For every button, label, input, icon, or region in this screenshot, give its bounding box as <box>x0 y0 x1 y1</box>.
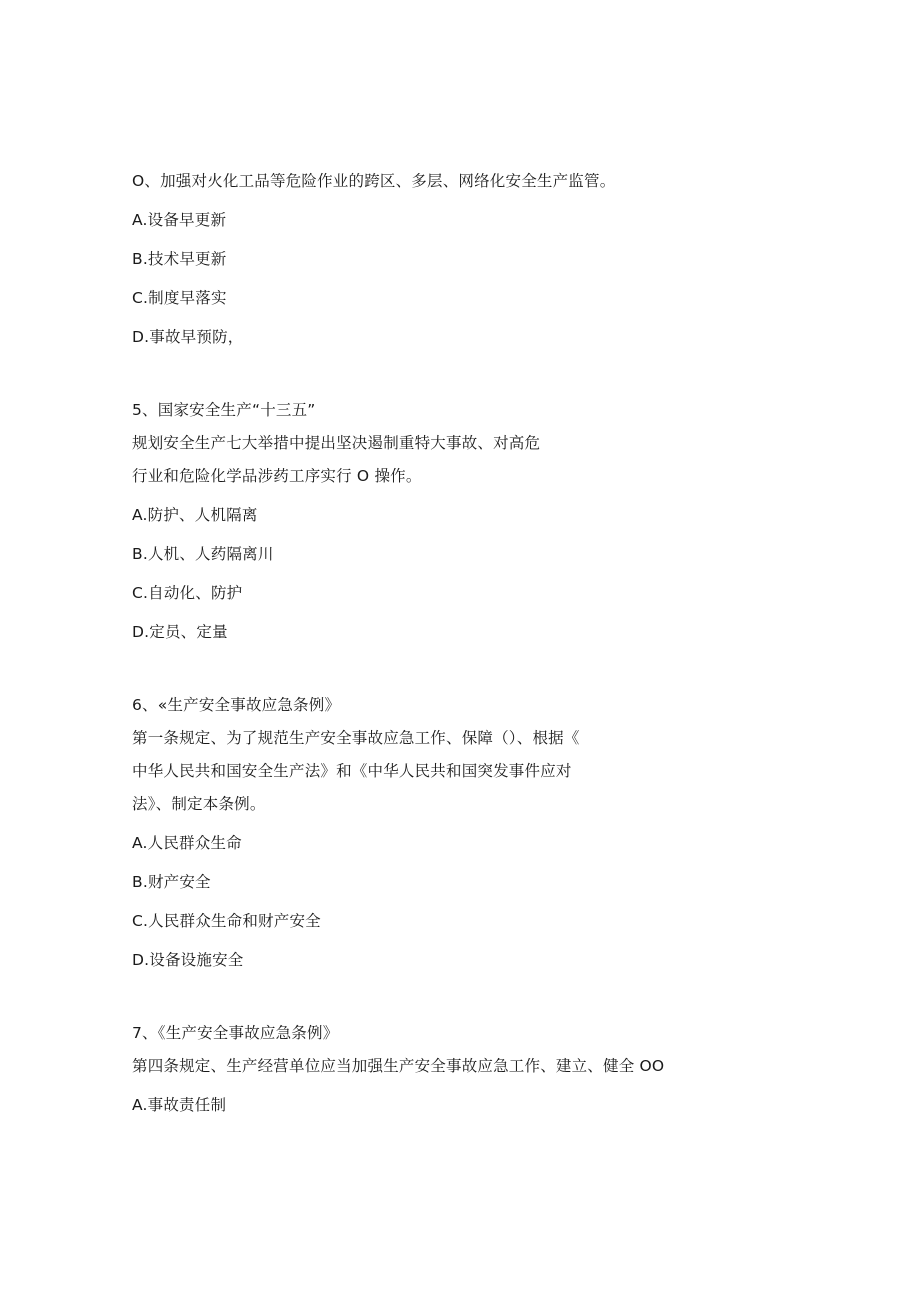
answer-option: C.制度早落实 <box>132 289 227 307</box>
answer-option: D.设备设施安全 <box>132 951 244 969</box>
spacer <box>132 988 792 1022</box>
answer-option: C.人民群众生命和财产安全 <box>132 912 321 930</box>
question-stem-line: 规划安全生产七大举措中提出坚决遏制重特大事故、对高危 <box>132 434 541 452</box>
spacer <box>132 365 792 399</box>
question-stem-line: 5、国家安全生产“十三五” <box>132 401 316 419</box>
question-stem-line: 中华人民共和国安全生产法》和《中华人民共和国突发事件应对 <box>132 762 572 780</box>
question-stem-line: 法》、制定本条例。 <box>132 795 266 813</box>
answer-option: A.设备早更新 <box>132 211 227 229</box>
question-block <box>132 399 792 644</box>
answer-option: A.人民群众生命 <box>132 834 242 852</box>
answer-option: C.自动化、防护 <box>132 584 243 602</box>
answer-option: B.人机、人药隔离川 <box>132 545 274 563</box>
question-stem-line: 第一条规定、为了规范生产安全事故应急工作、保障（）、根据《 <box>132 729 580 747</box>
answer-option: A.事故责任制 <box>132 1096 227 1114</box>
answer-option: A.防护、人机隔离 <box>132 506 258 524</box>
question-stem-line: 第四条规定、生产经营单位应当加强生产安全事故应急工作、建立、健全 OO <box>132 1057 665 1075</box>
question-stem-line: 行业和危险化学品涉药工序实行 O 操作。 <box>132 467 422 485</box>
question-stem-line: 6、«生产安全事故应急条例》 <box>132 696 341 714</box>
answer-option: D.定员、定量 <box>132 623 228 641</box>
question-block <box>132 170 792 349</box>
answer-option: B.财产安全 <box>132 873 211 891</box>
answer-option: D.事故早预防， <box>132 328 244 346</box>
question-stem-line: O、加强对火化工品等危险作业的跨区、多层、网络化安全生产监管。 <box>132 172 616 190</box>
document-page <box>132 170 792 1133</box>
question-block <box>132 1022 792 1117</box>
question-stem-line: 7、《生产安全事故应急条例》 <box>132 1024 339 1042</box>
answer-option: B.技术早更新 <box>132 250 227 268</box>
question-block <box>132 694 792 972</box>
spacer <box>132 660 792 694</box>
